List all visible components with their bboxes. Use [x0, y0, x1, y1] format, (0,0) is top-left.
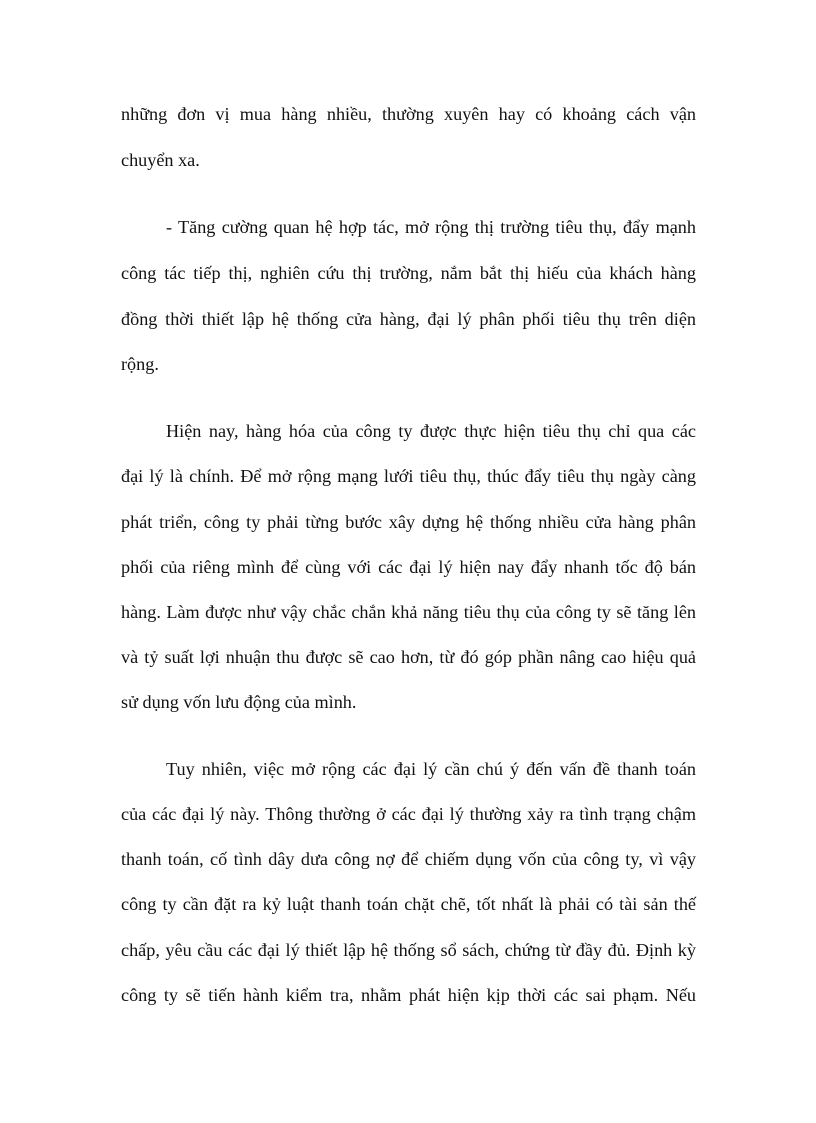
- paragraph-3-line-7: sử dụng vốn lưu động của mình.: [121, 692, 357, 712]
- paragraph-3-line-1: Hiện nay, hàng hóa của công ty được thực hiện tiêu thụ chỉ qua các: [166, 421, 696, 441]
- paragraph-4-line-2: của các đại lý này. Thông thường ở các đại lý thường xảy ra tình trạng chậm: [121, 804, 696, 824]
- paragraph-4-line-4: công ty cần đặt ra kỷ luật thanh toán chặt chẽ, tốt nhất là phải có tài sản thế: [121, 894, 696, 914]
- paragraph-3-line-5: hàng. Làm được như vậy chắc chắn khả năng tiêu thụ của công ty sẽ tăng lên: [121, 602, 696, 622]
- paragraph-3-line-3: phát triển, công ty phải từng bước xây dựng hệ thống nhiều cửa hàng phân: [121, 512, 696, 532]
- paragraph-4-line-5: chấp, yêu cầu các đại lý thiết lập hệ thống sổ sách, chứng từ đầy đủ. Định kỳ: [121, 940, 696, 960]
- paragraph-1-line-1: những đơn vị mua hàng nhiều, thường xuyên hay có khoảng cách vận: [121, 104, 696, 124]
- paragraph-2-line-3: đồng thời thiết lập hệ thống cửa hàng, đại lý phân phối tiêu thụ trên diện: [121, 309, 696, 329]
- paragraph-3-line-2: đại lý là chính. Để mở rộng mạng lưới tiêu thụ, thúc đẩy tiêu thụ ngày càng: [121, 466, 696, 486]
- paragraph-3-line-4: phối của riêng mình để cùng với các đại lý hiện nay đẩy nhanh tốc độ bán: [121, 557, 696, 577]
- paragraph-3-line-6: và tỷ suất lợi nhuận thu được sẽ cao hơn, từ đó góp phần nâng cao hiệu quả: [121, 647, 696, 667]
- paragraph-2-line-2: công tác tiếp thị, nghiên cứu thị trường, nắm bắt thị hiếu của khách hàng: [121, 263, 696, 283]
- paragraph-4-line-3: thanh toán, cố tình dây dưa công nợ để chiếm dụng vốn của công ty, vì vậy: [121, 849, 696, 869]
- paragraph-2-line-1: - Tăng cường quan hệ hợp tác, mở rộng thị trường tiêu thụ, đẩy mạnh: [166, 217, 696, 237]
- paragraph-1-line-2: chuyển xa.: [121, 150, 200, 170]
- paragraph-4-line-1: Tuy nhiên, việc mở rộng các đại lý cần chú ý đến vấn đề thanh toán: [166, 759, 696, 779]
- paragraph-4-line-6: công ty sẽ tiến hành kiểm tra, nhằm phát hiện kịp thời các sai phạm. Nếu: [121, 985, 696, 1005]
- paragraph-2-line-4: rộng.: [121, 354, 159, 374]
